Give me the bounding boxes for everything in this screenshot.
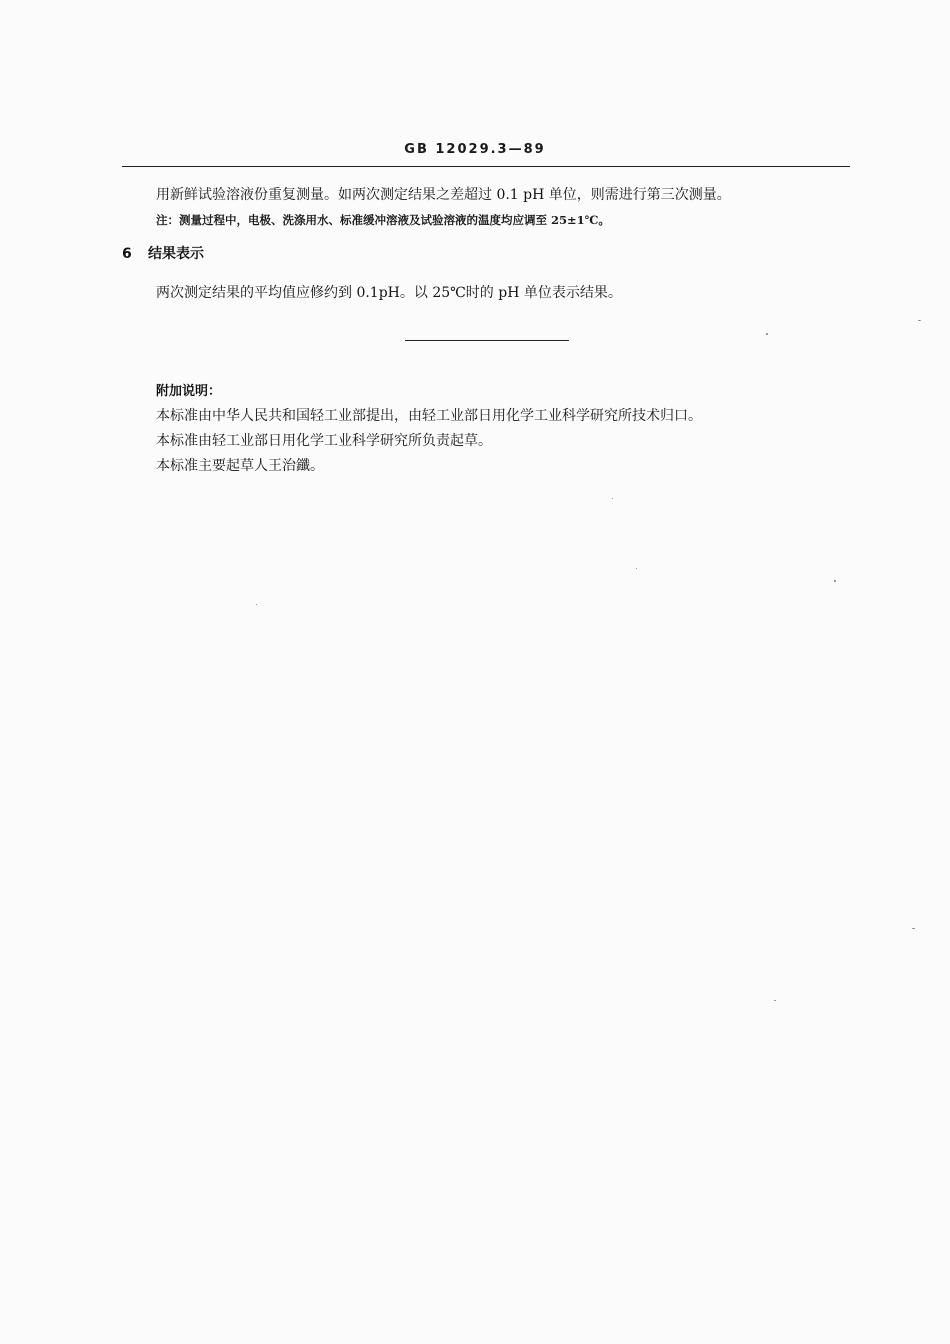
header-rule (122, 166, 850, 167)
scan-speck (774, 1000, 776, 1001)
additional-note-line: 本标准由轻工业部日用化学工业科学研究所负责起草。 (156, 433, 492, 449)
section-heading (122, 245, 204, 263)
end-rule (405, 340, 569, 341)
additional-notes-title: 附加说明： (156, 384, 222, 399)
section-text: 两次测定结果的平均值应修约到 0.1pH。以 25℃时的 pH 单位表示结果。 (156, 285, 622, 301)
scan-speck (256, 604, 257, 605)
scan-speck (766, 333, 768, 335)
additional-note-line: 本标准主要起草人王治鑯。 (156, 458, 324, 474)
scan-speck (636, 568, 637, 569)
scan-speck (612, 498, 613, 499)
continuation-paragraph: 用新鲜试验溶液份重复测量。如两次测定结果之差超过 0.1 pH 单位，则需进行第三次测量。 (156, 187, 731, 203)
section-number: 6 (122, 246, 132, 262)
additional-note-line: 本标准由中华人民共和国轻工业部提出，由轻工业部日用化学工业科学研究所技术归口。 (156, 408, 702, 424)
scan-speck (834, 580, 836, 582)
section-title: 结果表示 (148, 246, 204, 262)
note-text: 注：测量过程中，电极、洗涤用水、标准缓冲溶液及试验溶液的温度均应调至 25±1℃。 (156, 213, 610, 227)
scan-speck (918, 320, 921, 321)
page-header: GB 12029.3—89 (404, 142, 546, 157)
scan-speck (912, 928, 915, 929)
